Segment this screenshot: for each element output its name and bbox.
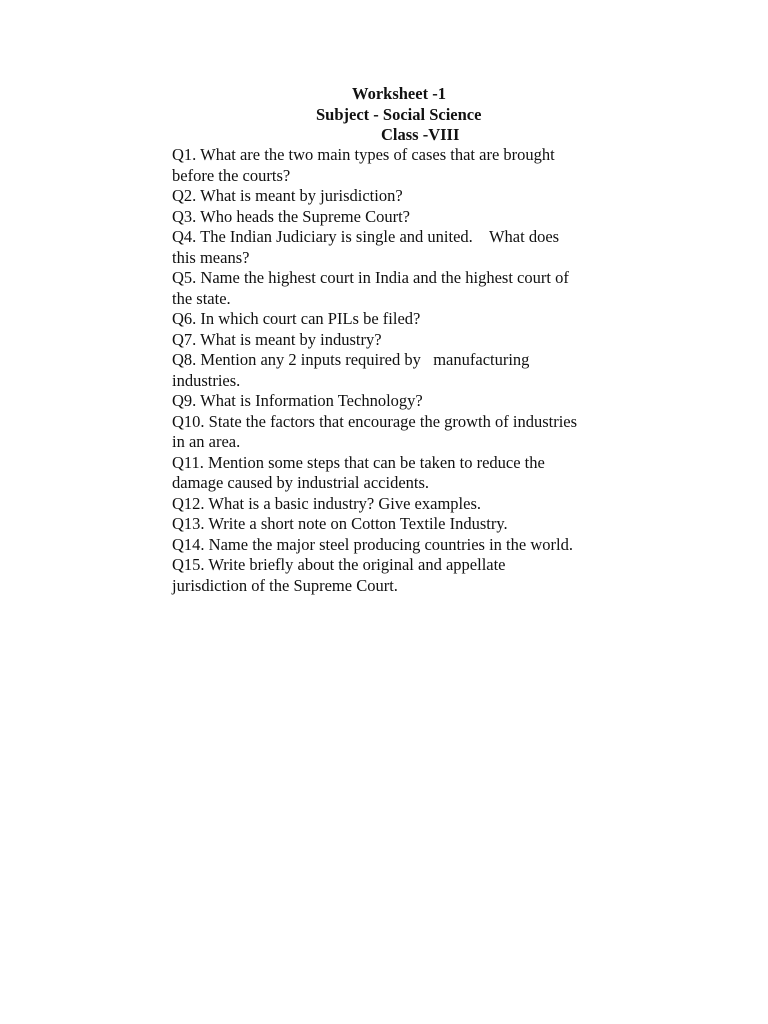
- question-item: Q11. Mention some steps that can be taken to reduce the damage caused by industrial accidents.: [172, 452, 549, 492]
- question-item: Q4. The Indian Judiciary is single and united. What does this means?: [172, 227, 564, 267]
- question-item: Q3. Who heads the Supreme Court?: [172, 206, 410, 226]
- question-item: Q15. Write briefly about the original and appellate jurisdiction of the Supreme Court.: [172, 555, 510, 595]
- worksheet-header: [172, 84, 582, 146]
- question-item: Q13. Write a short note on Cotton Textile Industry.: [172, 514, 508, 533]
- question-item: Q6. In which court can PILs be filed?: [172, 309, 421, 328]
- worksheet-title: Worksheet -1: [352, 84, 446, 103]
- question-item: Q9. What is Information Technology?: [172, 391, 423, 410]
- question-list: [172, 145, 580, 596]
- question-item: Q8. Mention any 2 inputs required by manufacturing industries.: [172, 350, 534, 390]
- question-item: Q14. Name the major steel producing countries in the world.: [172, 534, 573, 554]
- question-item: Q7. What is meant by industry?: [172, 329, 382, 349]
- subject-line: Subject - Social Science: [316, 104, 482, 124]
- class-line: Class -VIII: [381, 125, 460, 144]
- question-item: Q2. What is meant by jurisdiction?: [172, 186, 403, 205]
- question-item: Q5. Name the highest court in India and the highest court of the state.: [172, 268, 573, 308]
- question-item: Q1. What are the two main types of cases that are brought before the courts?: [172, 145, 559, 185]
- question-item: Q12. What is a basic industry? Give examples.: [172, 493, 481, 513]
- question-item: Q10. State the factors that encourage the growth of industries in an area.: [172, 411, 582, 451]
